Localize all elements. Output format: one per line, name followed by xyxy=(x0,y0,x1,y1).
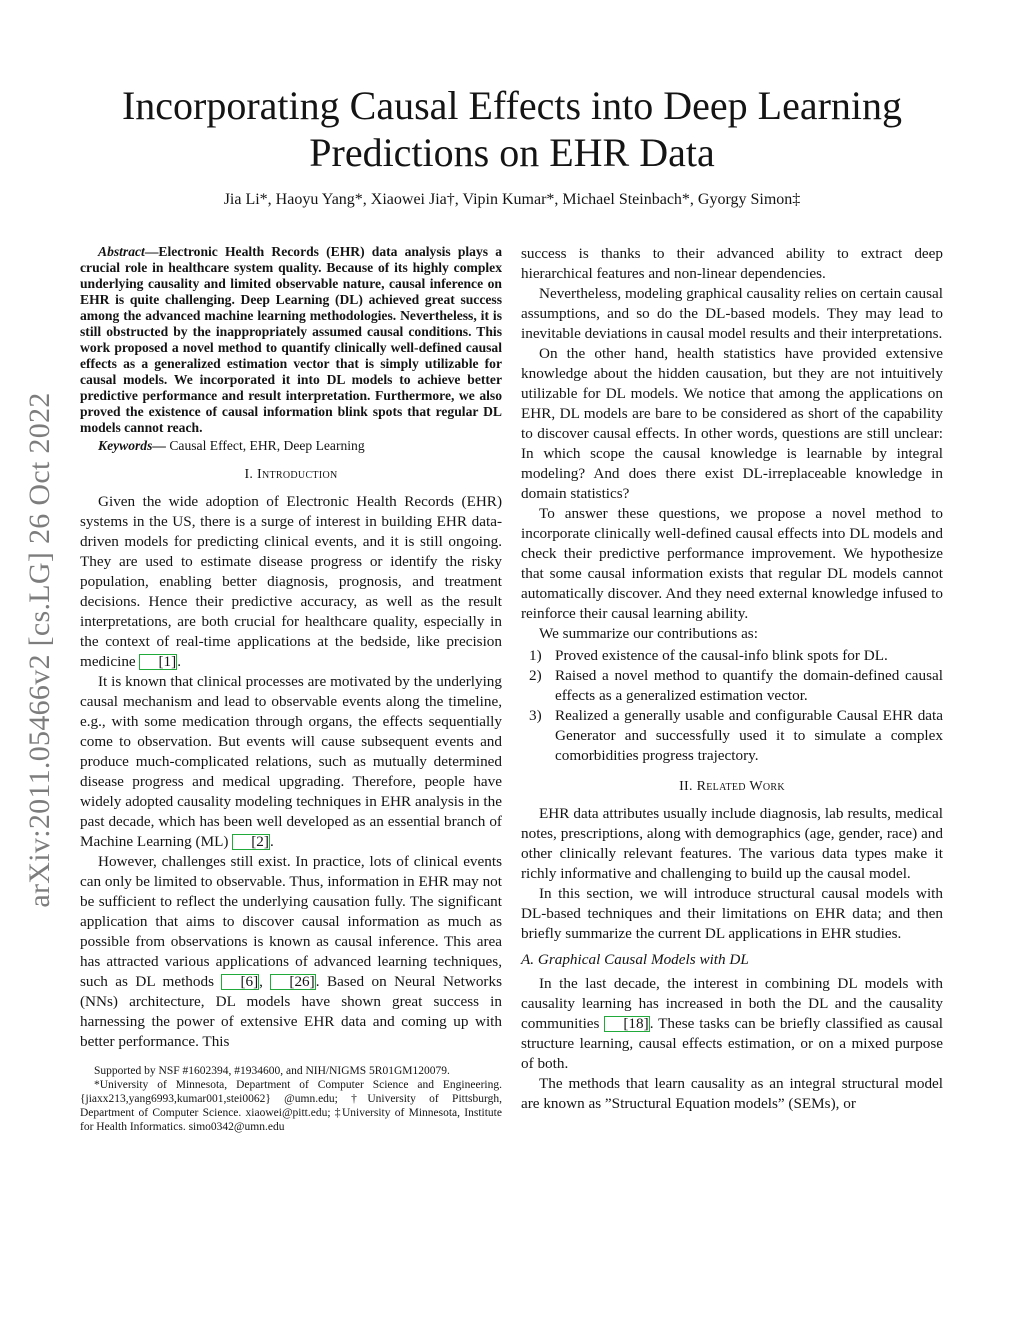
title-line-2: Predictions on EHR Data xyxy=(309,130,715,175)
subsection-a-paragraph-2: The methods that learn causality as an integral structural model are known as ”Structural Equation models” (SEMs), or xyxy=(521,1075,943,1112)
intro-p2-end: . xyxy=(269,833,274,850)
abstract xyxy=(80,244,502,436)
contributions-intro: We summarize our contributions as: xyxy=(539,625,758,642)
intro-paragraph-3 xyxy=(80,852,502,1052)
citation-link[interactable]: [26] xyxy=(270,974,315,990)
funding-footnote: Supported by NSF #1602394, #1934600, and NIH/NIGMS 5R01GM120079. xyxy=(94,1065,450,1077)
affiliation-footnote: *University of Minnesota, Department of Computer Science and Engineering. {jiaxx213,yang6993,kumar001,stei0062} @umn.edu; †University of Pittsburgh, Department of Computer Science. xiaowei@pitt.edu; ‡University of Minnesota, Institute for Health Informatics. simo0342@umn.edu xyxy=(80,1079,502,1133)
subsection-a-paragraph-1 xyxy=(521,974,943,1074)
related-paragraph-1: EHR data attributes usually include diagnosis, lab results, medical notes, prescriptions, along with demographics (age, gender, race) and other clinically relevant features. The various data types make it richly informative and challenging to build up the causal model. xyxy=(521,805,943,882)
right-column xyxy=(521,244,943,1114)
footnotes xyxy=(80,1064,502,1134)
citation-link[interactable]: [1] xyxy=(139,654,177,670)
citation-link[interactable]: [18] xyxy=(604,1016,649,1032)
title-line-1: Incorporating Causal Effects into Deep Learning xyxy=(121,83,903,128)
right-paragraph-3: On the other hand, health statistics have provided extensive knowledge about the hidden causation, but they are not intuitively utilizable for DL models. We notice that among the applications on EHR, DL models are bare to be considered as short of the capability to discover causal effects. In other words, questions are still unclear: In which scope the causal knowledge is learnable by integral modeling? And does there exist DL-irreplaceable knowledge in domain statistics? xyxy=(521,345,943,502)
list-item-text: Raised a novel method to quantify the domain-defined causal effects as a generalized estimation vector. xyxy=(555,667,943,704)
left-column xyxy=(80,244,502,1134)
list-item-number: 3) xyxy=(529,707,542,724)
list-item-number: 2) xyxy=(529,667,542,684)
intro-p1-end: . xyxy=(177,653,181,670)
intro-p3-end: . Based on Neural Networks (NNs) architecture, DL models have shown great success in harnessing the power of extensive EHR data and coming up with better performance. This xyxy=(80,973,502,1050)
abstract-label: Abstract xyxy=(98,244,145,259)
citation-separator: , xyxy=(259,973,271,990)
related-paragraph-2: In this section, we will introduce structural causal models with DL-based techniques and their limitations on EHR data; and then briefly summarize the current DL applications in EHR studies. xyxy=(521,885,943,942)
list-item-text: Proved existence of the causal-info blink spots for DL. xyxy=(555,647,888,664)
right-paragraph-4: To answer these questions, we propose a novel method to incorporate clinically well-defined causal effects into DL models and check their predictive performance improvement. We hypothesize that some causal information exists that regular DL models cannot automatically discover. And they need external knowledge infused to reinforce their causal learning ability. xyxy=(521,505,943,622)
paper-title xyxy=(60,82,964,176)
intro-p2-text: It is known that clinical processes are motivated by the underlying causal mechanism and lead to observable events along the timeline, e.g., with some medication through organs, the effects sequentially come to observation. But events will cause subsequent events and produce much-complicated relations, such as mutually determined disease progress and medical upgrading. Therefore, people have widely adopted causality modeling techniques in EHR analysis in the past decade, which has been well developed as an essential branch of Machine Learning (ML) xyxy=(80,673,502,850)
intro-paragraph-2 xyxy=(80,672,502,852)
keywords-text: Causal Effect, EHR, Deep Learning xyxy=(165,438,365,453)
section-heading-related-work: II. Related Work xyxy=(679,779,785,794)
citation-link[interactable]: [2] xyxy=(232,834,270,850)
list-item xyxy=(521,706,943,766)
intro-paragraph-1 xyxy=(80,492,502,672)
abstract-text: —Electronic Health Records (EHR) data analysis plays a crucial role in healthcare system quality. Because of its highly complex underlying causality and limited observable nature, causal inference on EHR is quite challenging. Deep Learning (DL) achieved great success among the advanced machine learning methodologies. Nevertheless, it is still obstructed by the inappropriately assumed causal conditions. This work proposed a novel method to quantify clinically well-defined causal effects as a generalized estimation vector that is simply utilizable for causal models. We incorporated it into DL models to achieve better predictive performance and result interpretation. Furthermore, we also proved the existence of causal information blink spots that regular DL models cannot reach. xyxy=(80,244,502,435)
right-paragraph-1: success is thanks to their advanced ability to extract deep hierarchical features and non-linear dependencies. xyxy=(521,245,943,282)
subsection-a-p1-text: In the last decade, the interest in combining DL models with causality learning has increased in both the DL and the causality communities xyxy=(521,975,943,1032)
list-item-number: 1) xyxy=(529,647,542,664)
keywords-label: Keywords— xyxy=(98,438,166,453)
subsection-a-p1-end: . These tasks can be briefly classified as causal structure learning, causal effects estimation, or on a mixed purpose of both. xyxy=(521,1015,943,1072)
subsection-heading-a: A. Graphical Causal Models with DL xyxy=(521,951,749,968)
list-item xyxy=(521,646,943,666)
citation-link[interactable]: [6] xyxy=(221,974,259,990)
contributions-list xyxy=(521,646,943,766)
section-heading-introduction: I. Introduction xyxy=(244,467,338,482)
intro-p3-text: However, challenges still exist. In practice, lots of clinical events can only be limited to observable. Thus, information in EHR may not be sufficient to reflect the underlying causation fully. The significant application that aims to discover causal information as much as possible from observations is known as causal inference. This area has attracted various applications of advanced learning techniques, such as DL methods xyxy=(80,853,502,990)
intro-p1-text: Given the wide adoption of Electronic Health Records (EHR) systems in the US, there is a surge of interest in building EHR data-driven models for predicting clinical events, and it is still ongoing. They are used to estimate disease progress or identify the risky population, enabling better diagnosis, prognosis, and treatment decisions. Hence their predictive accuracy, as well as the result interpretations, are both crucial for healthcare quality, especially in the context of real-time applications at the bedside, like precision medicine xyxy=(80,493,502,670)
list-item-text: Realized a generally usable and configurable Causal EHR data Generator and successfully used it to simulate a complex comorbidities progress trajectory. xyxy=(555,707,943,764)
author-list: Jia Li*, Haoyu Yang*, Xiaowei Jia†, Vipin Kumar*, Michael Steinbach*, Gyorgy Simon‡ xyxy=(223,191,801,208)
list-item xyxy=(521,666,943,706)
right-paragraph-2: Nevertheless, modeling graphical causality relies on certain causal assumptions, and so do the DL-based models. They may lead to inevitable deviations in causal model results and their interpretations. xyxy=(521,285,943,342)
arxiv-identifier[interactable]: arXiv:2011.05466v2 [cs.LG] 26 Oct 2022 xyxy=(23,392,56,908)
keywords xyxy=(80,438,502,454)
